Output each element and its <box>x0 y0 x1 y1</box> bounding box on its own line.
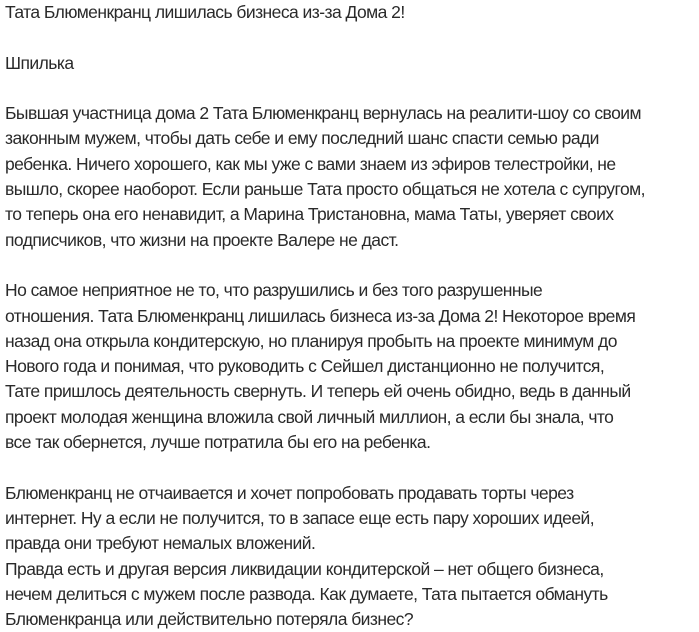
text-line: назад она открыла кондитерскую, но планируя пробыть на проекте минимум до <box>5 330 617 351</box>
article-title: Тата Блюменкранц лишилась бизнеса из-за Дома 2! <box>5 2 405 22</box>
text-line: вышло, скорее наоборот. Если раньше Тата просто общаться не хотела с супругом, <box>5 179 645 200</box>
paragraph-1 <box>5 101 699 253</box>
text-line: Нового года и понимая, что руководить с Сейшел дистанционно не получится, <box>5 356 605 377</box>
text-line: законным мужем, чтобы дать себе и ему последний шанс спасти семью ради <box>5 128 599 149</box>
paragraph-3 <box>5 481 699 632</box>
spacer <box>5 76 699 101</box>
text-line: все так обернется, лучше потратила бы его на ребенка. <box>5 432 431 453</box>
text-line: правда они требуют немалых вложений. <box>5 533 316 554</box>
paragraph-2 <box>5 278 699 455</box>
text-line: Блюменкранца или действительно потеряла бизнес? <box>5 609 414 630</box>
text-line: ребенка. Ничего хорошего, как мы уже с вами знаем из эфиров телестройки, не <box>5 153 616 174</box>
spacer <box>5 455 699 480</box>
text-line: Блюменкранц не отчаивается и хочет попробовать продавать торты через <box>5 482 574 503</box>
spacer <box>5 253 699 278</box>
text-line: Бывшая участница дома 2 Тата Блюменкранц вернулась на реалити-шоу со своим <box>5 103 641 124</box>
text-line: Но самое неприятное не то, что разрушились и без того разрушенные <box>5 280 543 301</box>
article-source: Шпилька <box>5 52 74 73</box>
text-line: проект молодая женщина вложила свой личный миллион, а если бы знала, что <box>5 406 614 427</box>
text-line: интернет. Ну а если не получится, то в запасе еще есть пару хороших идеей, <box>5 507 595 528</box>
text-line: Правда есть и другая версия ликвидации кондитерской – нет общего бизнеса, <box>5 558 604 579</box>
text-line: нечем делиться с мужем после развода. Как думаете, Тата пытается обмануть <box>5 583 608 604</box>
text-line: то теперь она его ненавидит, а Марина Тристановна, мама Таты, уверяет своих <box>5 204 614 225</box>
text-line: подписчиков, что жизни на проекте Валере не даст. <box>5 229 399 250</box>
text-line: Тате пришлось деятельность свернуть. И теперь ей очень обидно, ведь в данный <box>5 381 631 402</box>
spacer <box>5 25 699 50</box>
text-line: отношения. Тата Блюменкранц лишилась бизнеса из-за Дома 2! Некоторое время <box>5 305 636 326</box>
